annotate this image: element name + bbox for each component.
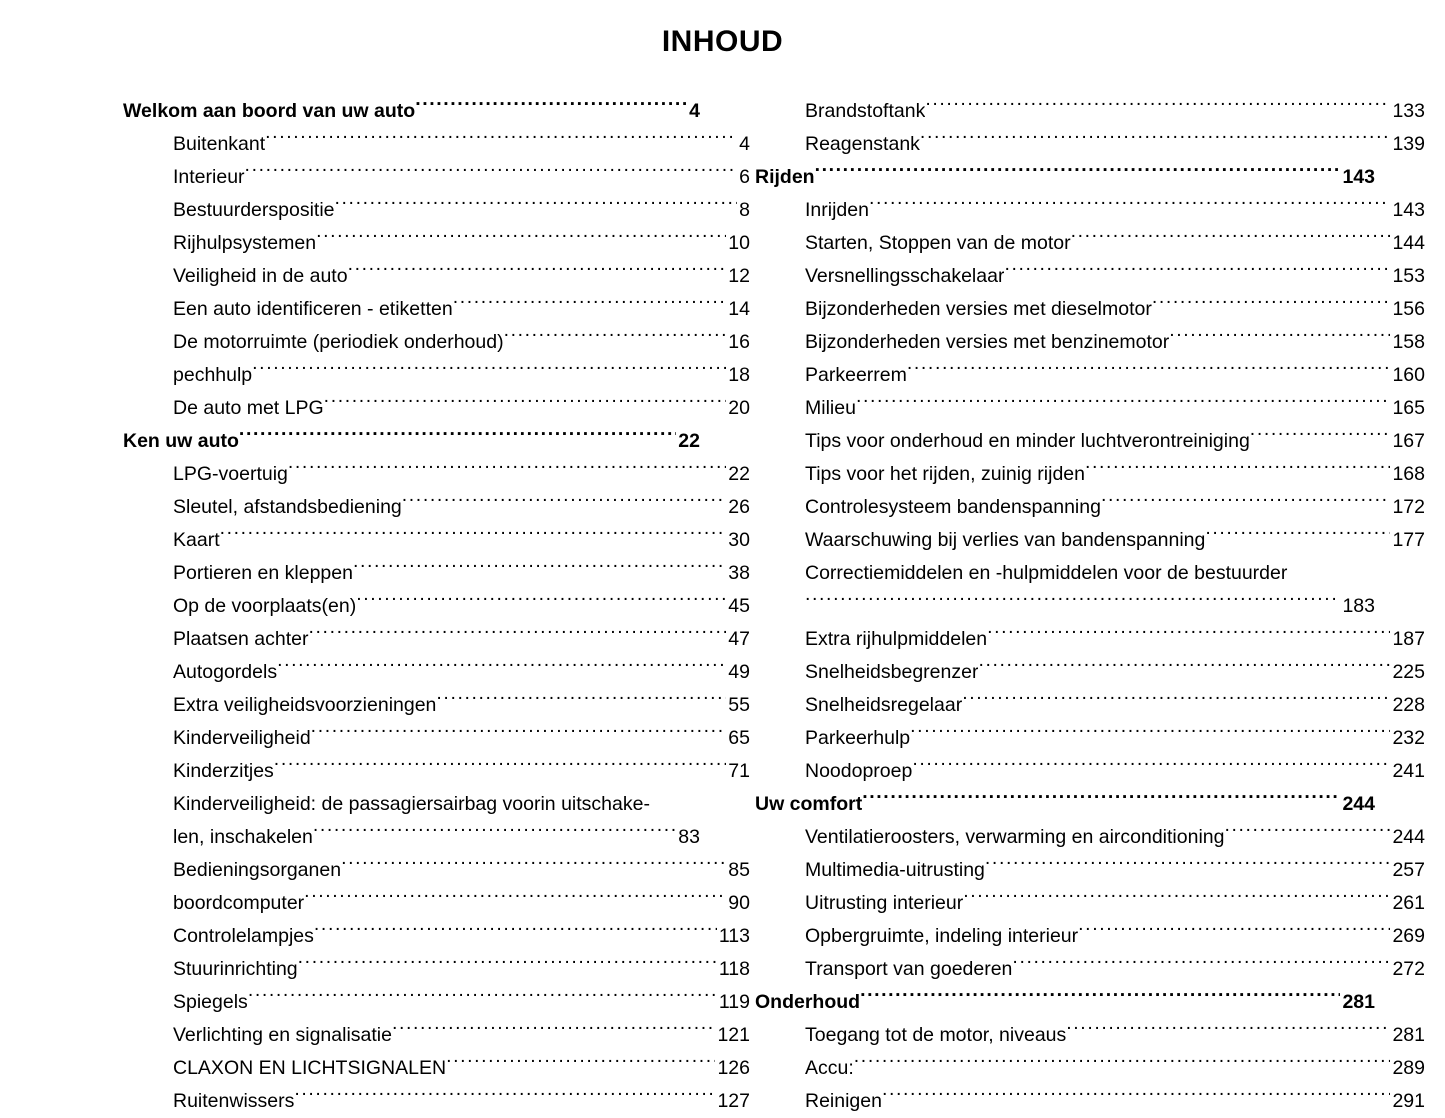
- toc-entry-label: Ventilatieroosters, verwarming en airconditioning: [805, 826, 1225, 848]
- toc-leader-dots: [313, 823, 676, 843]
- toc-entry-page-number: 261: [1392, 892, 1425, 914]
- toc-entry-kinderveiligheid[interactable]: [173, 722, 750, 755]
- toc-entry-bijzonderheden-versies-met-benzinemotor[interactable]: [805, 326, 1425, 359]
- toc-leader-dots: [978, 658, 1390, 678]
- toc-entry-page-number: 85: [728, 859, 750, 881]
- toc-entry-controlelampjes[interactable]: [173, 920, 750, 953]
- toc-leader-dots: [963, 889, 1390, 909]
- toc-entry-pechhulp[interactable]: [173, 359, 750, 392]
- toc-entry-label: Stuurinrichting: [173, 958, 298, 980]
- toc-leader-dots: [1004, 262, 1390, 282]
- toc-entry-page-number: 228: [1392, 694, 1425, 716]
- toc-entry-label: Reagenstank: [805, 133, 920, 155]
- toc-entry-page-number: 8: [739, 199, 750, 221]
- toc-leader-dots: [436, 691, 726, 711]
- toc-entry-label: Reinigen: [805, 1090, 882, 1112]
- toc-entry-page-number: 16: [728, 331, 750, 353]
- toc-entry-veiligheid-in-de-auto[interactable]: [173, 260, 750, 293]
- toc-entry-onderhoud[interactable]: [755, 986, 1375, 1019]
- toc-entry-page-number: 12: [728, 265, 750, 287]
- toc-entry-page-number: 272: [1392, 958, 1425, 980]
- toc-entry-label: Tips voor het rijden, zuinig rijden: [805, 463, 1085, 485]
- toc-entry-label: Parkeerrem: [805, 364, 907, 386]
- toc-entry-label: pechhulp: [173, 364, 253, 386]
- toc-entry-label: Noodoproep: [805, 760, 913, 782]
- toc-entry-label: Brandstoftank: [805, 100, 926, 122]
- toc-entry-page-number: 232: [1392, 727, 1425, 749]
- toc-entry-label: De auto met LPG: [173, 397, 324, 419]
- toc-entry-brandstoftank[interactable]: [805, 95, 1425, 128]
- toc-entry-label-line2: len, inschakelen: [173, 826, 313, 848]
- toc-entry-page-number: 4: [689, 100, 700, 122]
- toc-entry-label: Controlelampjes: [173, 925, 314, 947]
- toc-leader-dots: [277, 658, 726, 678]
- toc-entry-label: Bedieningsorganen: [173, 859, 342, 881]
- toc-entry-versnellingsschakelaar[interactable]: [805, 260, 1425, 293]
- toc-entry-welkom-aan-boord-van-uw-auto[interactable]: [123, 95, 700, 128]
- toc-entry-page-number: 244: [1342, 793, 1375, 815]
- toc-leader-dots: [294, 1087, 715, 1107]
- toc-entry-label: Parkeerhulp: [805, 727, 911, 749]
- toc-entry-page-number: 65: [728, 727, 750, 749]
- toc-entry-snelheidsbegrenzer[interactable]: [805, 656, 1425, 689]
- toc-leader-dots: [1169, 328, 1390, 348]
- toc-entry-autogordels[interactable]: [173, 656, 750, 689]
- toc-entry-kinderzitjes[interactable]: [173, 755, 750, 788]
- toc-leader-dots: [239, 427, 676, 447]
- toc-entry-bedieningsorganen[interactable]: [173, 854, 750, 887]
- toc-entry-page-number: 6: [739, 166, 750, 188]
- toc-entry-label: Transport van goederen: [805, 958, 1013, 980]
- toc-entry-opbergruimte-indeling-interieur[interactable]: [805, 920, 1425, 953]
- toc-entry-label: Interieur: [173, 166, 245, 188]
- toc-entry-de-motorruimte-periodiek-onderhoud[interactable]: [173, 326, 750, 359]
- toc-entry-label: Versnellingsschakelaar: [805, 265, 1005, 287]
- toc-entry-label: Controlesysteem bandenspanning: [805, 496, 1101, 518]
- toc-entry-verlichting-en-signalisatie[interactable]: [173, 1019, 750, 1052]
- toc-entry-extra-rijhulpmiddelen[interactable]: [805, 623, 1425, 656]
- toc-entry-uitrusting-interieur[interactable]: [805, 887, 1425, 920]
- toc-entry-ruitenwissers[interactable]: [173, 1085, 750, 1118]
- toc-entry-tips-voor-onderhoud-en-minder-luchtverontreinigi[interactable]: [805, 425, 1425, 458]
- toc-entry-page-number: 172: [1392, 496, 1425, 518]
- toc-entry-bijzonderheden-versies-met-dieselmotor[interactable]: [805, 293, 1425, 326]
- toc-entry-sleutel-afstandsbediening[interactable]: [173, 491, 750, 524]
- toc-entry-page-number: 167: [1392, 430, 1425, 452]
- toc-leader-dots: [882, 1087, 1390, 1107]
- toc-entry-tips-voor-het-rijden-zuinig-rijden[interactable]: [805, 458, 1425, 491]
- toc-entry-page-number: 158: [1392, 331, 1425, 353]
- toc-entry-page-number: 22: [728, 463, 750, 485]
- toc-leader-dots: [805, 592, 1340, 612]
- toc-entry-label: Accu:: [805, 1057, 854, 1079]
- toc-entry-label: Snelheidsbegrenzer: [805, 661, 979, 683]
- toc-leader-dots: [925, 97, 1390, 117]
- toc-entry-label: Bijzonderheden versies met dieselmotor: [805, 298, 1152, 320]
- toc-entry-page-number: 20: [728, 397, 750, 419]
- toc-entry-label: Bijzonderheden versies met benzinemotor: [805, 331, 1170, 353]
- toc-leader-dots: [348, 262, 727, 282]
- toc-entry-page-number: 26: [728, 496, 750, 518]
- toc-entry-lpg-voertuig[interactable]: [173, 458, 750, 491]
- toc-entry-waarschuwing-bij-verlies-van-bandenspanning[interactable]: [805, 524, 1425, 557]
- toc-entry-label: Op de voorplaats(en): [173, 595, 357, 617]
- toc-entry-interieur[interactable]: [173, 161, 750, 194]
- toc-leader-dots: [856, 394, 1391, 414]
- toc-entry-label: boordcomputer: [173, 892, 305, 914]
- toc-left-column: [0, 95, 750, 1118]
- toc-entry-page-number: 257: [1392, 859, 1425, 881]
- toc-leader-dots: [335, 196, 738, 216]
- toc-leader-dots: [265, 130, 737, 150]
- toc-leader-dots: [1152, 295, 1391, 315]
- toc-entry-label: Uw comfort: [755, 793, 863, 815]
- toc-entry-label: LPG-voertuig: [173, 463, 288, 485]
- toc-leader-dots: [324, 394, 727, 414]
- toc-entry-starten-stoppen-van-de-motor[interactable]: [805, 227, 1425, 260]
- toc-entry-label: Ruitenwissers: [173, 1090, 295, 1112]
- toc-entry-de-auto-met-lpg[interactable]: [173, 392, 750, 425]
- toc-entry-label: Veiligheid in de auto: [173, 265, 348, 287]
- toc-entry-page-number: 10: [728, 232, 750, 254]
- toc-entry-page-number: 244: [1392, 826, 1425, 848]
- toc-entry-page-number: 14: [728, 298, 750, 320]
- toc-entry-page-number: 118: [718, 958, 750, 980]
- toc-entry-label: Kaart: [173, 529, 220, 551]
- toc-entry-page-number: 121: [717, 1024, 750, 1046]
- toc-entry-snelheidsregelaar[interactable]: [805, 689, 1425, 722]
- toc-entry-label: Toegang tot de motor, niveaus: [805, 1024, 1067, 1046]
- toc-entry-page-number: 22: [678, 430, 700, 452]
- toc-leader-dots: [1250, 427, 1391, 447]
- toc-entry-label: Opbergruimte, indeling interieur: [805, 925, 1079, 947]
- toc-entry-label: Uitrusting interieur: [805, 892, 964, 914]
- toc-leader-dots: [1012, 955, 1390, 975]
- toc-leader-dots: [298, 955, 717, 975]
- toc-entry-page-number: 143: [1342, 166, 1375, 188]
- toc-entry-label: Bestuurderspositie: [173, 199, 335, 221]
- toc-leader-dots: [1085, 460, 1390, 480]
- toc-leader-dots: [356, 592, 726, 612]
- toc-entry-label: Kinderzitjes: [173, 760, 274, 782]
- toc-entry-label: Rijhulpsystemen: [173, 232, 317, 254]
- toc-leader-dots: [860, 988, 1340, 1008]
- toc-entry-page-number: 187: [1392, 628, 1425, 650]
- toc-leader-dots: [987, 625, 1390, 645]
- toc-leader-dots: [274, 757, 727, 777]
- toc-leader-dots: [245, 163, 738, 183]
- toc-entry-label: Multimedia-uitrusting: [805, 859, 985, 881]
- toc-leader-dots: [353, 559, 726, 579]
- toc-leader-dots: [962, 691, 1390, 711]
- toc-leader-dots: [1101, 493, 1391, 513]
- toc-entry-page-number: 183: [1342, 595, 1375, 617]
- toc-leader-dots: [392, 1021, 715, 1041]
- toc-entry-label: Autogordels: [173, 661, 278, 683]
- toc-entry-page-number: 281: [1392, 1024, 1425, 1046]
- toc-right-column: [700, 95, 1445, 1118]
- toc-entry-page-number: 225: [1392, 661, 1425, 683]
- toc-leader-dots: [252, 361, 726, 381]
- toc-entry-rijden[interactable]: [755, 161, 1375, 194]
- toc-entry-boordcomputer[interactable]: [173, 887, 750, 920]
- toc-entry-label: Starten, Stoppen van de motor: [805, 232, 1071, 254]
- toc-entry-page-number: 45: [728, 595, 750, 617]
- toc-entry-label: CLAXON EN LICHTSIGNALEN: [173, 1057, 447, 1079]
- toc-entry-label: Snelheidsregelaar: [805, 694, 963, 716]
- toc-leader-dots: [309, 625, 727, 645]
- toc-entry-page-number: 127: [717, 1090, 750, 1112]
- toc-entry-uw-comfort[interactable]: [755, 788, 1375, 821]
- toc-entry-label: Tips voor onderhoud en minder luchtverontreiniging: [805, 430, 1250, 452]
- toc-entry-page-number: 30: [728, 529, 750, 551]
- toc-entry-page-number: 83: [678, 826, 700, 848]
- toc-leader-dots: [920, 130, 1391, 150]
- toc-entry-page-number: 177: [1392, 529, 1425, 551]
- toc-entry-portieren-en-kleppen[interactable]: [173, 557, 750, 590]
- toc-entry-page-number: 289: [1392, 1057, 1425, 1079]
- toc-entry-buitenkant[interactable]: [173, 128, 750, 161]
- toc-entry-label: Ken uw auto: [123, 430, 239, 452]
- toc-leader-dots: [311, 724, 727, 744]
- toc-entry-label: Rijden: [755, 166, 815, 188]
- toc-entry-label: Inrijden: [805, 199, 869, 221]
- toc-entry-page-number: 281: [1342, 991, 1375, 1013]
- toc-leader-dots: [1066, 1021, 1390, 1041]
- toc-entry-rijhulpsystemen[interactable]: [173, 227, 750, 260]
- toc-entry-label-line1: Correctiemiddelen en -hulpmiddelen voor de bestuurder: [805, 562, 1288, 584]
- toc-entry-page-number: 126: [717, 1057, 750, 1079]
- toc-entry-claxon-en-lichtsignalen[interactable]: [173, 1052, 750, 1085]
- toc-leader-dots: [910, 724, 1390, 744]
- toc-leader-dots: [341, 856, 726, 876]
- toc-entry-page-number: 55: [728, 694, 750, 716]
- toc-leader-dots: [862, 790, 1340, 810]
- toc-entry-milieu[interactable]: [805, 392, 1425, 425]
- toc-entry-label: Welkom aan boord van uw auto: [123, 100, 416, 122]
- toc-entry-page-number: 153: [1392, 265, 1425, 287]
- toc-entry-spiegels[interactable]: [173, 986, 750, 1019]
- toc-leader-dots: [869, 196, 1390, 216]
- toc-entry-extra-veiligheidsvoorzieningen[interactable]: [173, 689, 750, 722]
- toc-entry-controlesysteem-bandenspanning[interactable]: [805, 491, 1425, 524]
- toc-entry-page-number: 165: [1392, 397, 1425, 419]
- toc-leader-dots: [304, 889, 726, 909]
- toc-leader-dots: [504, 328, 727, 348]
- toc-entry-page-number: 4: [739, 133, 750, 155]
- toc-leader-dots: [1071, 229, 1391, 249]
- toc-entry-label: Onderhoud: [755, 991, 861, 1013]
- toc-entry-parkeerhulp[interactable]: [805, 722, 1425, 755]
- toc-entry-label: Plaatsen achter: [173, 628, 309, 650]
- toc-leader-dots: [314, 922, 717, 942]
- toc-entry-page-number: 156: [1392, 298, 1425, 320]
- toc-leader-dots: [402, 493, 727, 513]
- toc-entry-reinigen[interactable]: [805, 1085, 1425, 1118]
- toc-leader-dots: [316, 229, 726, 249]
- toc-entry-label: Kinderveiligheid: [173, 727, 311, 749]
- toc-entry-kinderveiligheid-de-passagiersairbag-voorin-uits[interactable]: [173, 788, 700, 854]
- toc-entry-page-number: 241: [1392, 760, 1425, 782]
- toc-entry-page-number: 143: [1392, 199, 1425, 221]
- toc-entry-stuurinrichting[interactable]: [173, 953, 750, 986]
- toc-leader-dots: [1224, 823, 1390, 843]
- toc-entry-label: Verlichting en signalisatie: [173, 1024, 392, 1046]
- toc-entry-parkeerrem[interactable]: [805, 359, 1425, 392]
- toc-entry-label: Waarschuwing bij verlies van bandenspanning: [805, 529, 1206, 551]
- toc-entry-label: Extra veiligheidsvoorzieningen: [173, 694, 437, 716]
- toc-leader-dots: [415, 97, 687, 117]
- toc-entry-multimedia-uitrusting[interactable]: [805, 854, 1425, 887]
- toc-entry-label: Sleutel, afstandsbediening: [173, 496, 402, 518]
- toc-entry-page-number: 269: [1392, 925, 1425, 947]
- toc-entry-page-number: 168: [1392, 463, 1425, 485]
- toc-entry-noodoproep[interactable]: [805, 755, 1425, 788]
- toc-entry-page-number: 291: [1392, 1090, 1425, 1112]
- toc-entry-label-line1: Kinderveiligheid: de passagiersairbag voorin uitschake-: [173, 793, 650, 815]
- toc-leader-dots: [446, 1054, 715, 1074]
- toc-entry-page-number: 49: [728, 661, 750, 683]
- toc-entry-page-number: 90: [728, 892, 750, 914]
- toc-entry-accu[interactable]: [805, 1052, 1425, 1085]
- toc-entry-bestuurderspositie[interactable]: [173, 194, 750, 227]
- toc-leader-dots: [453, 295, 727, 315]
- toc-entry-page-number: 119: [718, 991, 750, 1013]
- toc-leader-dots: [985, 856, 1391, 876]
- toc-entry-page-number: 71: [728, 760, 750, 782]
- toc-leader-dots: [815, 163, 1341, 183]
- toc-entry-label: Buitenkant: [173, 133, 266, 155]
- toc-entry-transport-van-goederen[interactable]: [805, 953, 1425, 986]
- toc-entry-page-number: 113: [718, 925, 750, 947]
- toc-entry-ventilatieroosters-verwarming-en-airconditioning[interactable]: [805, 821, 1425, 854]
- toc-entry-page-number: 160: [1392, 364, 1425, 386]
- toc-entry-label: Een auto identificeren - etiketten: [173, 298, 453, 320]
- toc-entry-label: De motorruimte (periodiek onderhoud): [173, 331, 504, 353]
- toc-leader-dots: [907, 361, 1391, 381]
- page-title: INHOUD: [661, 25, 784, 58]
- toc-entry-inrijden[interactable]: [805, 194, 1425, 227]
- toc-entry-toegang-tot-de-motor-niveaus[interactable]: [805, 1019, 1425, 1052]
- toc-entry-label: Milieu: [805, 397, 856, 419]
- toc-entry-een-auto-identificeren-etiketten[interactable]: [173, 293, 750, 326]
- toc-entry-reagenstank[interactable]: [805, 128, 1425, 161]
- toc-leader-dots: [912, 757, 1390, 777]
- toc-entry-label: Extra rijhulpmiddelen: [805, 628, 988, 650]
- toc-entry-kaart[interactable]: [173, 524, 750, 557]
- toc-entry-label: Portieren en kleppen: [173, 562, 353, 584]
- toc-entry-plaatsen-achter[interactable]: [173, 623, 750, 656]
- toc-entry-page-number: 38: [728, 562, 750, 584]
- toc-entry-page-number: 18: [728, 364, 750, 386]
- toc-leader-dots: [1205, 526, 1390, 546]
- toc-entry-page-number: 47: [728, 628, 750, 650]
- toc-entry-op-de-voorplaats-en[interactable]: [173, 590, 750, 623]
- toc-entry-ken-uw-auto[interactable]: [123, 425, 700, 458]
- toc-leader-dots: [248, 988, 717, 1008]
- toc-leader-dots: [220, 526, 727, 546]
- toc-leader-dots: [288, 460, 726, 480]
- toc-leader-dots: [854, 1054, 1391, 1074]
- toc-leader-dots: [1078, 922, 1390, 942]
- toc-entry-correctiemiddelen-en-hulpmiddelen-voor-de-bestuu[interactable]: [805, 557, 1375, 623]
- toc-entry-page-number: 144: [1392, 232, 1425, 254]
- toc-columns: [0, 57, 1445, 1118]
- toc-entry-label: Spiegels: [173, 991, 248, 1013]
- toc-entry-page-number: 133: [1392, 100, 1425, 122]
- toc-entry-page-number: 139: [1392, 133, 1425, 155]
